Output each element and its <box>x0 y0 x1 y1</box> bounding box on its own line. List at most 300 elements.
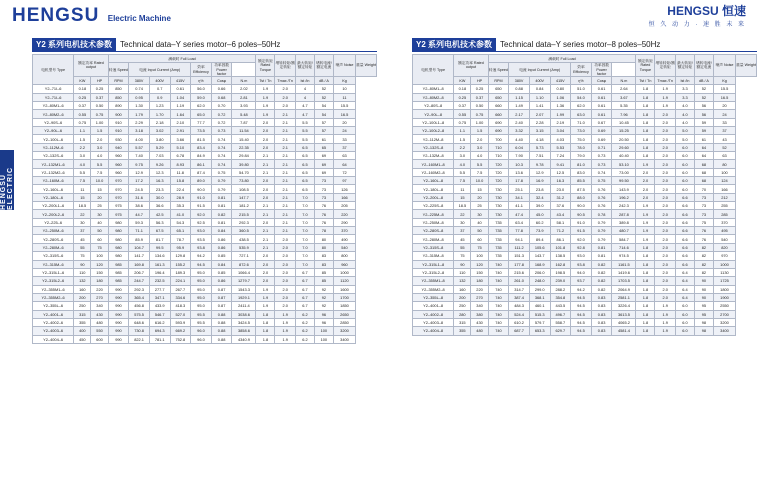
table-cell: 2.0 <box>655 185 676 193</box>
table-cell: 10 <box>333 85 355 93</box>
table-row <box>33 168 377 176</box>
table-cell: 720 <box>488 168 509 176</box>
table-cell: 2.0 <box>655 260 676 268</box>
table-cell: 1.8 <box>636 268 655 276</box>
table-cell: 735 <box>488 218 509 226</box>
table-cell: 239.0 <box>550 277 571 285</box>
table-cell: 83 <box>314 252 333 260</box>
table-cell: 1.15 <box>509 93 530 101</box>
table-cell: 480 <box>471 327 488 335</box>
table-cell: 740 <box>488 285 509 293</box>
table-cell: 292.3 <box>232 218 256 226</box>
table-cell: 7.51 <box>529 152 550 160</box>
table-cell: 86.1 <box>550 235 571 243</box>
table-cell: 0.74 <box>211 135 232 143</box>
table-cell: 430 <box>471 318 488 326</box>
table-cell: 980 <box>108 235 129 243</box>
table-cell: 2.0 <box>636 193 655 201</box>
table-cell: 0.88 <box>211 310 232 318</box>
table-cell: 196.4 <box>149 268 170 276</box>
table-cell: 9.26 <box>149 160 170 168</box>
table-cell: 1.9 <box>275 335 296 343</box>
table-cell: 87.4 <box>191 168 212 176</box>
table-cell: 25.1 <box>509 185 530 193</box>
table-row <box>33 285 377 293</box>
table-row <box>413 277 757 285</box>
table-cell: 53.10 <box>612 160 636 168</box>
col-header-full-load: 满载时 Full Load <box>488 55 636 63</box>
table-cell: 45.0 <box>529 210 550 218</box>
table-cell: 4.0 <box>91 152 108 160</box>
brand-slogan: 恒 久 动 力 · 速 胜 未 来 <box>648 22 746 28</box>
table-cell: 740 <box>488 260 509 268</box>
table-cell: 39.0 <box>529 202 550 210</box>
col-header-power-factor: 功率因数 Power factor <box>211 63 232 77</box>
table-cell: 990 <box>108 335 129 343</box>
table-row <box>413 143 757 151</box>
table-cell: 2.0 <box>655 285 676 293</box>
table-cell: 75 <box>454 252 471 260</box>
table-cell: 10.0 <box>91 177 108 185</box>
table-cell: 28.9 <box>170 193 191 201</box>
table-cell: 974.5 <box>612 252 636 260</box>
table-cell: 4.0 <box>676 110 695 118</box>
table-cell: 600 <box>91 335 108 343</box>
table-cell: 206.0 <box>529 268 550 276</box>
table-cell: 1.36 <box>550 101 571 109</box>
table-cell: 720 <box>488 160 509 168</box>
table-cell: 2.0 <box>256 177 275 185</box>
table-cell: 990 <box>108 293 129 301</box>
table-cell: 1.8 <box>636 135 655 143</box>
table-cell: 735 <box>488 243 509 251</box>
table-cell: 975 <box>108 210 129 218</box>
table-cell: 900 <box>108 110 129 118</box>
table-cell: 2.2 <box>454 143 471 151</box>
table-cell: 2.0 <box>636 177 655 185</box>
table-cell: 3.0 <box>74 152 91 160</box>
table-cell: 250 <box>74 302 91 310</box>
table-cell: 710 <box>488 152 509 160</box>
table-cell: 0.61 <box>591 110 612 118</box>
table-cell: 6.78 <box>170 152 191 160</box>
table-cell: 111.2 <box>509 243 530 251</box>
table-cell: 0.75 <box>211 168 232 176</box>
table-cell: 71.1 <box>129 227 150 235</box>
table-cell: 37 <box>713 127 735 135</box>
table-cell: 75 <box>694 218 713 226</box>
col-header-current: 电流 Input Current (Amp) <box>509 63 571 77</box>
table-cell: 593.9 <box>170 318 191 326</box>
table-cell: 18.5 <box>74 202 91 210</box>
table-cell: 0.61 <box>591 93 612 101</box>
table-cell: 1.00 <box>471 118 488 126</box>
table-cell: 990 <box>108 318 129 326</box>
unit-header: RPM <box>108 76 129 84</box>
table-cell: 84.9 <box>191 152 212 160</box>
table-cell: 52 <box>314 93 333 101</box>
table-cell: 1700 <box>333 293 355 301</box>
table-cell: 25 <box>471 202 488 210</box>
table-cell: 90.0 <box>571 202 592 210</box>
table-cell: 1600 <box>333 285 355 293</box>
table-cell: 6.6 <box>676 243 695 251</box>
table-cell: 215.5 <box>232 210 256 218</box>
table-cell: 727.1 <box>232 252 256 260</box>
table-cell: 0.82 <box>591 277 612 285</box>
table-cell: 3.32 <box>509 127 530 135</box>
col-header-weight: 重量 Weight <box>356 55 377 77</box>
table-cell: 2650 <box>333 310 355 318</box>
table-cell: 7.5 <box>74 177 91 185</box>
table-cell: 73 <box>694 202 713 210</box>
table-cell: 1.8 <box>636 310 655 318</box>
table-cell: 3.15 <box>529 127 550 135</box>
table-cell: 224.1 <box>170 277 191 285</box>
table-cell: 2.0 <box>256 193 275 201</box>
table-cell: 6.0 <box>676 143 695 151</box>
table-cell: 496.7 <box>550 310 571 318</box>
table-cell: 2.0 <box>655 235 676 243</box>
table-cell: 81.0 <box>571 160 592 168</box>
table-cell: 95.0 <box>191 293 212 301</box>
table-cell: 2.0 <box>275 252 296 260</box>
table-cell: 91.0 <box>191 193 212 201</box>
table-cell: Y2–4001–6 <box>33 310 74 318</box>
table-cell: 12.3 <box>149 168 170 176</box>
table-cell: 4.7 <box>296 101 315 109</box>
table-cell: 2.1 <box>256 210 275 218</box>
table-cell: 94.2 <box>191 252 212 260</box>
table-cell: 740 <box>488 302 509 310</box>
table-cell: 2.0 <box>275 93 296 101</box>
table-row <box>413 101 757 109</box>
table-cell: 76 <box>694 235 713 243</box>
table-cell: 2.0 <box>275 235 296 243</box>
table-cell: 2.0 <box>256 277 275 285</box>
table-cell: 0.95 <box>129 93 150 101</box>
panel-8-poles <box>412 38 757 336</box>
table-cell: 42.5 <box>149 210 170 218</box>
table-cell: 438.5 <box>232 235 256 243</box>
panel-title <box>412 38 757 52</box>
table-row <box>413 318 757 326</box>
table-cell: 4.0 <box>676 101 695 109</box>
table-cell: 287.8 <box>612 210 636 218</box>
table-row <box>413 160 757 168</box>
brand-cn: 恒速 <box>721 4 746 18</box>
table-cell: 535.9 <box>232 243 256 251</box>
table-cell: Y2–4003–8 <box>413 318 454 326</box>
table-cell: 81.7 <box>149 235 170 243</box>
table-cell: 96.0 <box>191 335 212 343</box>
table-cell: 73.80 <box>232 177 256 185</box>
table-cell: 80 <box>314 243 333 251</box>
table-row <box>413 127 757 135</box>
table-cell: 71.0 <box>571 118 592 126</box>
table-cell: 970 <box>108 185 129 193</box>
table-cell: 94.5 <box>191 260 212 268</box>
table-cell: 161.3 <box>149 260 170 268</box>
table-cell: 0.25 <box>74 93 91 101</box>
table-cell: 0.85 <box>211 252 232 260</box>
table-cell: 9.75 <box>129 160 150 168</box>
table-cell: 5.5 <box>91 160 108 168</box>
table-cell: 370 <box>713 218 735 226</box>
table-cell: 292.3 <box>129 285 150 293</box>
table-cell: 2.0 <box>256 127 275 135</box>
unit-header: Tmax /Tn <box>655 76 676 84</box>
unit-header: 380V <box>509 76 530 84</box>
panel-heading: Technical data–Y series motor–6 poles–50Hz <box>120 40 281 49</box>
table-cell: 54.0 <box>571 93 592 101</box>
data-table-8-poles <box>412 54 757 336</box>
table-cell: Y2–315S–6 <box>33 252 74 260</box>
table-cell: Y2–160M2–8 <box>413 168 454 176</box>
table-cell: 800 <box>333 252 355 260</box>
table-cell: 73 <box>314 177 333 185</box>
table-row <box>33 193 377 201</box>
table-cell: 1.19 <box>170 101 191 109</box>
table-cell: 15.5 <box>713 85 735 93</box>
table-cell: 648.6 <box>129 318 150 326</box>
table-cell: 4.7 <box>296 110 315 118</box>
col-header-type: 电机型号 Type <box>413 55 454 85</box>
table-cell: 2.0 <box>91 135 108 143</box>
table-cell: 0.25 <box>454 93 471 101</box>
table-cell: 61 <box>694 135 713 143</box>
table-cell: 32.4 <box>529 193 550 201</box>
table-cell: 1120 <box>333 277 355 285</box>
table-cell: 735 <box>488 252 509 260</box>
table-cell: 3.04 <box>550 127 571 135</box>
table-cell: 54 <box>314 110 333 118</box>
table-cell: 1.1 <box>74 127 91 135</box>
table-cell: 0.81 <box>211 218 232 226</box>
table-cell: 985 <box>108 260 129 268</box>
table-cell: Y2–200L2–6 <box>33 210 74 218</box>
table-cell: 7.0 <box>296 227 315 235</box>
table-cell: 242.3 <box>612 202 636 210</box>
table-cell: 76 <box>314 218 333 226</box>
table-cell: 20 <box>471 193 488 201</box>
table-cell: 6.6 <box>676 227 695 235</box>
table-cell: 59 <box>694 127 713 135</box>
table-cell: Y2–4004–6 <box>33 335 74 343</box>
table-cell: 64 <box>694 152 713 160</box>
table-cell: 1929.1 <box>232 293 256 301</box>
table-cell: 0.83 <box>591 302 612 310</box>
table-cell: 244.7 <box>129 277 150 285</box>
table-cell: 75 <box>91 243 108 251</box>
table-cell: 0.79 <box>211 177 232 185</box>
col-header-speed: 转速 Speed <box>488 63 509 77</box>
table-cell: 0.81 <box>591 243 612 251</box>
table-cell: 2.0 <box>655 252 676 260</box>
table-row <box>33 118 377 126</box>
table-cell: 17.2 <box>129 177 150 185</box>
table-row <box>413 135 757 143</box>
table-cell: 0.75 <box>591 177 612 185</box>
table-cell: 735 <box>488 235 509 243</box>
table-cell: 54 <box>314 101 333 109</box>
table-cell: 7.0 <box>296 202 315 210</box>
table-cell: 7.0 <box>296 210 315 218</box>
table-cell: 1.9 <box>636 202 655 210</box>
table-cell: 2.0 <box>256 185 275 193</box>
table-cell: 1.10 <box>529 93 550 101</box>
table-cell: 10.3 <box>509 160 530 168</box>
table-row <box>33 268 377 276</box>
table-cell: 2.1 <box>275 185 296 193</box>
unit-header: dB / A <box>694 76 713 84</box>
table-cell: 43.4 <box>550 210 571 218</box>
table-cell: 52 <box>694 93 713 101</box>
table-cell: 56.0 <box>191 85 212 93</box>
unit-header: η% <box>191 76 212 84</box>
table-cell: 5.0 <box>676 127 695 135</box>
table-cell: 1.49 <box>509 101 530 109</box>
table-cell: 0.73 <box>591 152 612 160</box>
table-cell: 7.90 <box>509 152 530 160</box>
table-cell: 460.1 <box>529 302 550 310</box>
table-cell: 67.5 <box>149 227 170 235</box>
table-cell: 2.0 <box>655 160 676 168</box>
table-cell: 20 <box>91 193 108 201</box>
table-cell: 64 <box>694 143 713 151</box>
table-row <box>413 252 757 260</box>
table-cell: 6.6 <box>676 210 695 218</box>
table-cell: 0.82 <box>591 268 612 276</box>
table-cell: 1.00 <box>91 118 108 126</box>
table-cell: Y2–160M1–8 <box>413 160 454 168</box>
table-cell: 168.9 <box>529 260 550 268</box>
table-cell: 94.5 <box>571 318 592 326</box>
table-cell: 6.5 <box>296 160 315 168</box>
table-cell: 2.0 <box>275 293 296 301</box>
table-cell: Y2–225S–8 <box>413 202 454 210</box>
table-cell: 890 <box>108 101 129 109</box>
table-cell: 63.4 <box>509 218 530 226</box>
table-cell: 1.1 <box>454 127 471 135</box>
table-cell: 110 <box>454 268 471 276</box>
table-cell: 1.8 <box>636 93 655 101</box>
table-cell: 50 <box>471 227 488 235</box>
table-cell: 267.7 <box>170 285 191 293</box>
table-cell: 93.5 <box>191 235 212 243</box>
table-row <box>33 243 377 251</box>
unit-header: η% <box>571 76 592 84</box>
panel-tag: Y2 系列电机技术参数 <box>412 38 496 52</box>
table-cell: 0.84 <box>529 85 550 93</box>
table-cell: Y2–90S–6 <box>33 118 74 126</box>
table-cell: 96 <box>314 310 333 318</box>
table-cell: 610.2 <box>509 318 530 326</box>
table-row <box>33 277 377 285</box>
unit-header: 415V <box>550 76 571 84</box>
table-cell: Y2–315L2–8 <box>413 268 454 276</box>
table-cell: 0.81 <box>591 252 612 260</box>
table-cell: 2.0 <box>256 118 275 126</box>
table-cell: 0.50 <box>471 101 488 109</box>
table-cell: 15 <box>471 185 488 193</box>
table-cell: 68 <box>694 177 713 185</box>
table-cell: 2.0 <box>655 135 676 143</box>
table-cell: 1.9 <box>256 293 275 301</box>
brand-logo-right <box>649 2 746 28</box>
table-cell: 94.5 <box>571 293 592 301</box>
table-row <box>413 93 757 101</box>
unit-header: N.m <box>232 76 256 84</box>
table-cell: 0.18 <box>74 85 91 93</box>
table-cell: 2.0 <box>655 202 676 210</box>
brand-logo <box>12 5 171 27</box>
table-cell: 0.79 <box>591 218 612 226</box>
table-cell: 143.9 <box>612 185 636 193</box>
table-cell: 3.66 <box>170 135 191 143</box>
table-cell: 354.8 <box>550 293 571 301</box>
table-cell: 56 <box>694 110 713 118</box>
table-cell: 134.6 <box>149 252 170 260</box>
table-cell: 1850 <box>333 302 355 310</box>
table-cell: 360.5 <box>232 227 256 235</box>
table-cell: 98 <box>694 318 713 326</box>
table-cell: 95.5 <box>191 310 212 318</box>
table-cell: 6.7 <box>296 277 315 285</box>
table-row <box>33 227 377 235</box>
table-row <box>33 135 377 143</box>
table-cell: 6.4 <box>676 268 695 276</box>
table-cell: 83.0 <box>571 168 592 176</box>
table-cell: 710 <box>488 143 509 151</box>
table-cell: 94.0 <box>571 268 592 276</box>
table-cell: 2.0 <box>655 127 676 135</box>
table-cell: 65.1 <box>170 227 191 235</box>
table-cell: 0.69 <box>591 127 612 135</box>
table-cell: 270 <box>471 293 488 301</box>
table-cell: 52 <box>314 85 333 93</box>
table-row <box>33 85 377 93</box>
table-cell: Y2–250M–6 <box>33 227 74 235</box>
table-cell: 0.73 <box>211 127 232 135</box>
table-cell: 87.5 <box>571 185 592 193</box>
table-cell: Y2–315L2–6 <box>33 277 74 285</box>
table-cell: 2.0 <box>275 85 296 93</box>
table-cell: 215.6 <box>509 268 530 276</box>
table-cell: 0.67 <box>591 118 612 126</box>
table-cell: 2.0 <box>256 135 275 143</box>
table-cell: 579.7 <box>529 318 550 326</box>
table-cell: 669.2 <box>170 327 191 335</box>
table-cell: 2.0 <box>655 177 676 185</box>
table-cell: 13.6 <box>509 168 530 176</box>
table-cell: 389.8 <box>612 218 636 226</box>
unit-header: KW <box>454 76 471 84</box>
table-cell: 0.88 <box>509 85 530 93</box>
unit-header: Cosφ <box>211 76 232 84</box>
table-cell: 5.35 <box>612 101 636 109</box>
table-cell: 930 <box>108 135 129 143</box>
table-cell: 104.7 <box>129 243 150 251</box>
table-cell: 4.0 <box>454 160 471 168</box>
table-cell: 43 <box>713 135 735 143</box>
unit-header: KW <box>74 76 91 84</box>
table-cell: Y2–71I–6 <box>33 85 74 93</box>
table-cell: 1.9 <box>655 310 676 318</box>
table-cell: 650 <box>488 85 509 93</box>
table-cell: 735 <box>488 227 509 235</box>
table-cell: 68 <box>694 160 713 168</box>
